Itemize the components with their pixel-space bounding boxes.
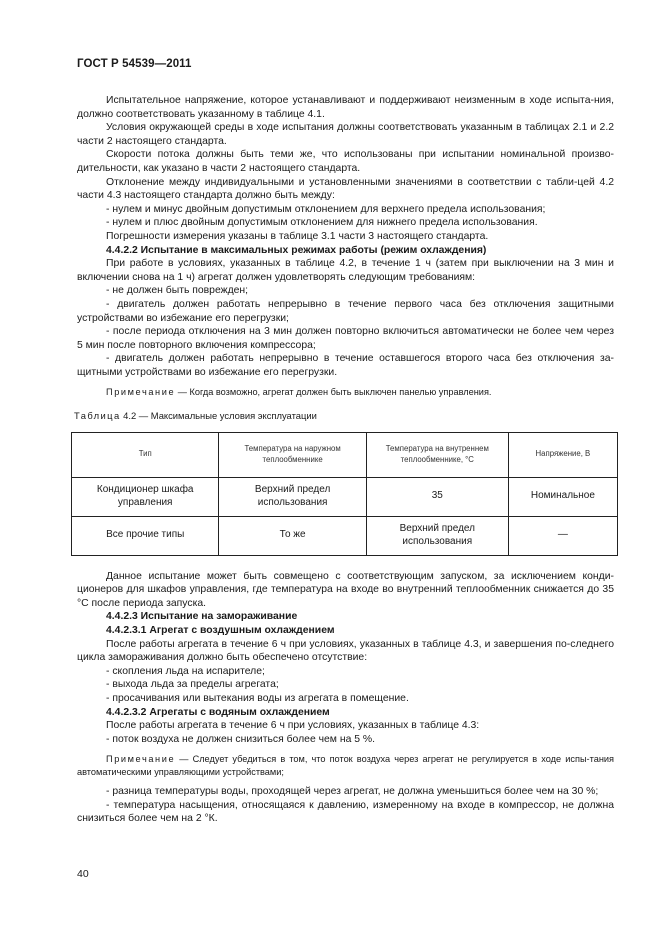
list-item: - нулем и плюс двойным допустимым отклонением для нижнего предела использования. [106,217,538,229]
section-heading-4423: 4.4.2.3 Испытание на замораживание [106,611,298,623]
table-caption [74,409,614,423]
table-cell: Все прочие типы [72,516,219,555]
table-caption-text: 4.2 — Максимальные условия эксплуатации [120,409,317,421]
table-row [72,516,618,555]
section-heading-44231: 4.4.2.3.1 Агрегат с воздушным охлаждением [106,624,335,636]
list-item: - просачивания или вытекания воды из агрегата в помещение. [106,692,409,704]
table-cell: Верхний предел использования [366,516,508,555]
document-header: ГОСТ Р 54539—2011 [77,58,192,70]
table-caption-label: Таблица [74,409,121,421]
note-label: Примечание [106,754,176,765]
table-cell: 35 [366,477,508,516]
table-header-cell: Температура на наружном теплообменнике [219,432,366,477]
section-heading-4422: 4.4.2.2 Испытание в максимальных режимах работы (режим охлаждения) [106,244,487,256]
table-header-row [72,432,618,477]
paragraph: При работе в условиях, указанных в таблице 4.2, в течение 1 ч (затем при выключении на 3 мин и включении снова на 1 ч) агрегат должен удовлетворять следующим требованиям: [77,258,614,283]
list-item: - не должен быть поврежден; [106,285,249,297]
paragraph: После работы агрегата в течение 6 ч при условиях, указанных в таблице 4.3: [106,720,480,732]
list-item: - поток воздуха не должен снизиться более чем на 5 %. [106,733,376,745]
list-item: - двигатель должен работать непрерывно в течение оставшегося второго часа без отключения за-щитными устройствами во избежание его перегрузки. [77,353,614,378]
list-item: - нулем и минус двойным допустимым отклонением для верхнего предела использования; [106,203,546,215]
after-table-section [77,570,614,827]
table-cell: Номинальное [508,477,617,516]
paragraph: Отклонение между индивидуальными и установленными значениями в соответствии с табли-цей 4.2 части 4.3 настоящего стандарта должно быть между: [77,176,614,202]
paragraph: Скорости потока должны быть теми же, что использованы при испытании номинальной произво-дительности, как указано в части 2 настоящего стандарта. [77,149,614,174]
note-text: — Когда возможно, агрегат должен быть выключен панелью управления. [175,387,492,398]
table-4-2 [71,432,618,556]
list-item: - температура насыщения, относящаяся к давлению, измеренному на входе в компрессор, не должна снизиться более чем на 2 °К. [77,799,614,825]
paragraph: Погрешности измерения указаны в таблице 3.1 части 3 настоящего стандарта. [106,230,489,242]
table-header-cell: Напряжение, В [508,432,617,477]
table-cell: То же [219,516,366,555]
table-row [72,477,618,516]
table-cell: — [508,516,617,555]
paragraph: После работы агрегата в течение 6 ч при условиях, указанных в таблице 4.3, и завершения по-следнего цикла замораживания должно быть обеспечено отсутствие: [77,638,614,664]
note-text: — Следует убедиться в том, что поток воздуха через агрегат не регулируется в ходе испы-тания автоматическими управляющими устройствами; [77,754,614,777]
section-heading-44232: 4.4.2.3.2 Агрегаты с водяным охлаждением [106,706,330,718]
table-header-cell: Тип [72,432,219,477]
list-item: - скопления льда на испарителе; [106,665,265,677]
list-item: - разница температуры воды, проходящей через агрегат, не должна уменьшиться более чем на 30 %; [106,786,599,798]
page-number: 40 [77,868,89,880]
table-header-cell: Температура на внутреннем теплообменнике, °С [366,432,508,477]
paragraph: Данное испытание может быть совмещено с соответствующим запуском, за исключением конди-ционеров для шкафов управления, где температура на входе во внутренний теплообменник снижается до 35 °С после периода запуска. [77,570,614,609]
page-body [74,94,614,826]
note-label: Примечание [106,387,176,398]
note-2 [77,753,614,778]
paragraph: Условия окружающей среды в ходе испытания должны соответствовать указанным в таблицах 2.1 и 2.2 части 2 настоящего стандарта. [77,122,614,147]
paragraph: Испытательное напряжение, которое устанавливают и поддерживают неизменным в ходе испыта-ния, должно соответствовать указанному в таблице 4.1. [77,95,614,120]
note-1 [77,386,614,399]
list-item: - двигатель должен работать непрерывно в течение первого часа без отключения защитными устройствами во избежание его перегрузки; [77,298,614,324]
table-cell: Кондиционер шкафа управления [72,477,219,516]
list-item: - выхода льда за пределы агрегата; [106,679,279,691]
table-cell: Верхний предел использования [219,477,366,516]
list-item: - после периода отключения на 3 мин должен повторно включиться автоматически не более чем через 5 мин после повторного включения компрессора; [77,326,614,351]
